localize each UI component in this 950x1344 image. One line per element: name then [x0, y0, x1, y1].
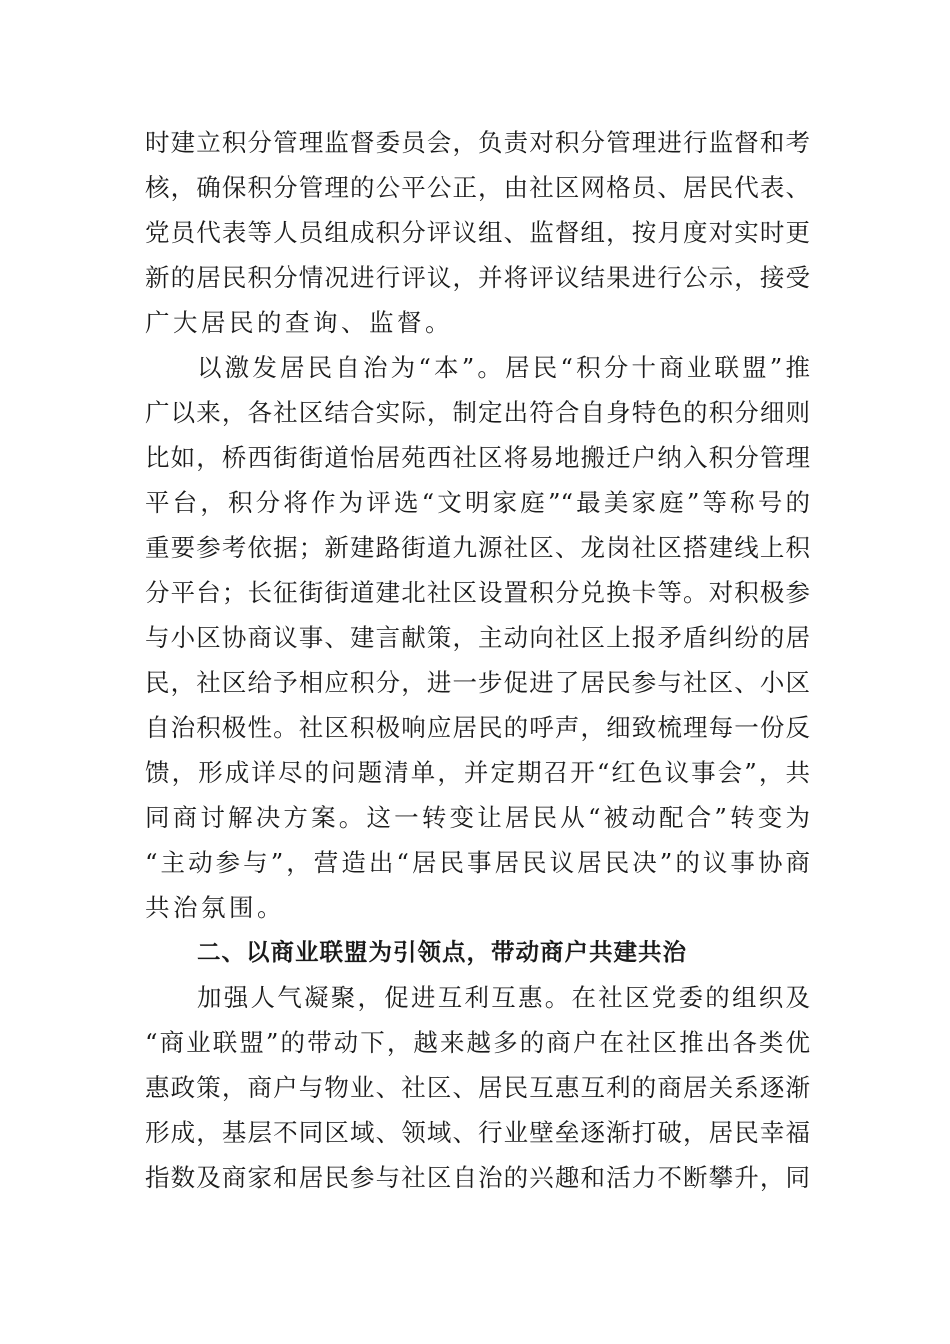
text-line: 形成，基层不同区域、领域、行业壁垒逐渐打破，居民幸福: [145, 1118, 810, 1147]
text-line: 时建立积分管理监督委员会，负责对积分管理进行监督和考: [145, 128, 810, 157]
text-line: 党员代表等人员组成积分评议组、监督组，按月度对实时更: [145, 218, 810, 247]
text-line: 平台，积分将作为评选“文明家庭”“最美家庭”等称号的: [145, 488, 810, 517]
text-line: 惠政策，商户与物业、社区、居民互惠互利的商居关系逐渐: [145, 1073, 810, 1102]
paragraph-p3: [145, 975, 810, 1200]
text-line: 馈，形成详尽的问题清单，并定期召开“红色议事会”，共: [145, 758, 810, 787]
text-line: 以激发居民自治为“本”。居民“积分十商业联盟”推: [197, 353, 810, 382]
text-line: 比如，桥西街街道怡居苑西社区将易地搬迁户纳入积分管理: [145, 443, 810, 472]
text-line: 分平台；长征街街道建北社区设置积分兑换卡等。对积极参: [145, 578, 810, 607]
text-line: “主动参与”，营造出“居民事居民议居民决”的议事协商: [145, 848, 810, 877]
text-line: 广大居民的查询、监督。: [145, 308, 453, 337]
text-line: 共治氛围。: [145, 893, 285, 922]
text-line: 指数及商家和居民参与社区自治的兴趣和活力不断攀升，同: [145, 1163, 810, 1192]
paragraph-p2: [145, 345, 810, 930]
text-line: 重要参考依据；新建路街道九源社区、龙岗社区搭建线上积: [145, 533, 810, 562]
text-line: 广以来，各社区结合实际，制定出符合自身特色的积分细则: [145, 398, 810, 427]
text-line: 加强人气凝聚，促进互利互惠。在社区党委的组织及: [197, 983, 810, 1012]
text-line: 民，社区给予相应积分，进一步促进了居民参与社区、小区: [145, 668, 810, 697]
text-line: 同商讨解决方案。这一转变让居民从“被动配合”转变为: [145, 803, 810, 832]
heading-text: 二、以商业联盟为引领点，带动商户共建共治: [197, 938, 687, 966]
section-heading: [145, 930, 810, 975]
text-line: 与小区协商议事、建言献策，主动向社区上报矛盾纠纷的居: [145, 623, 810, 652]
paragraph-p1: [145, 120, 810, 345]
text-line: 核，确保积分管理的公平公正，由社区网格员、居民代表、: [145, 173, 810, 202]
text-line: 新的居民积分情况进行评议，并将评议结果进行公示，接受: [145, 263, 810, 292]
document-body: [145, 120, 810, 1200]
text-line: “商业联盟”的带动下，越来越多的商户在社区推出各类优: [145, 1028, 810, 1057]
text-line: 自治积极性。社区积极响应居民的呼声，细致梳理每一份反: [145, 713, 810, 742]
